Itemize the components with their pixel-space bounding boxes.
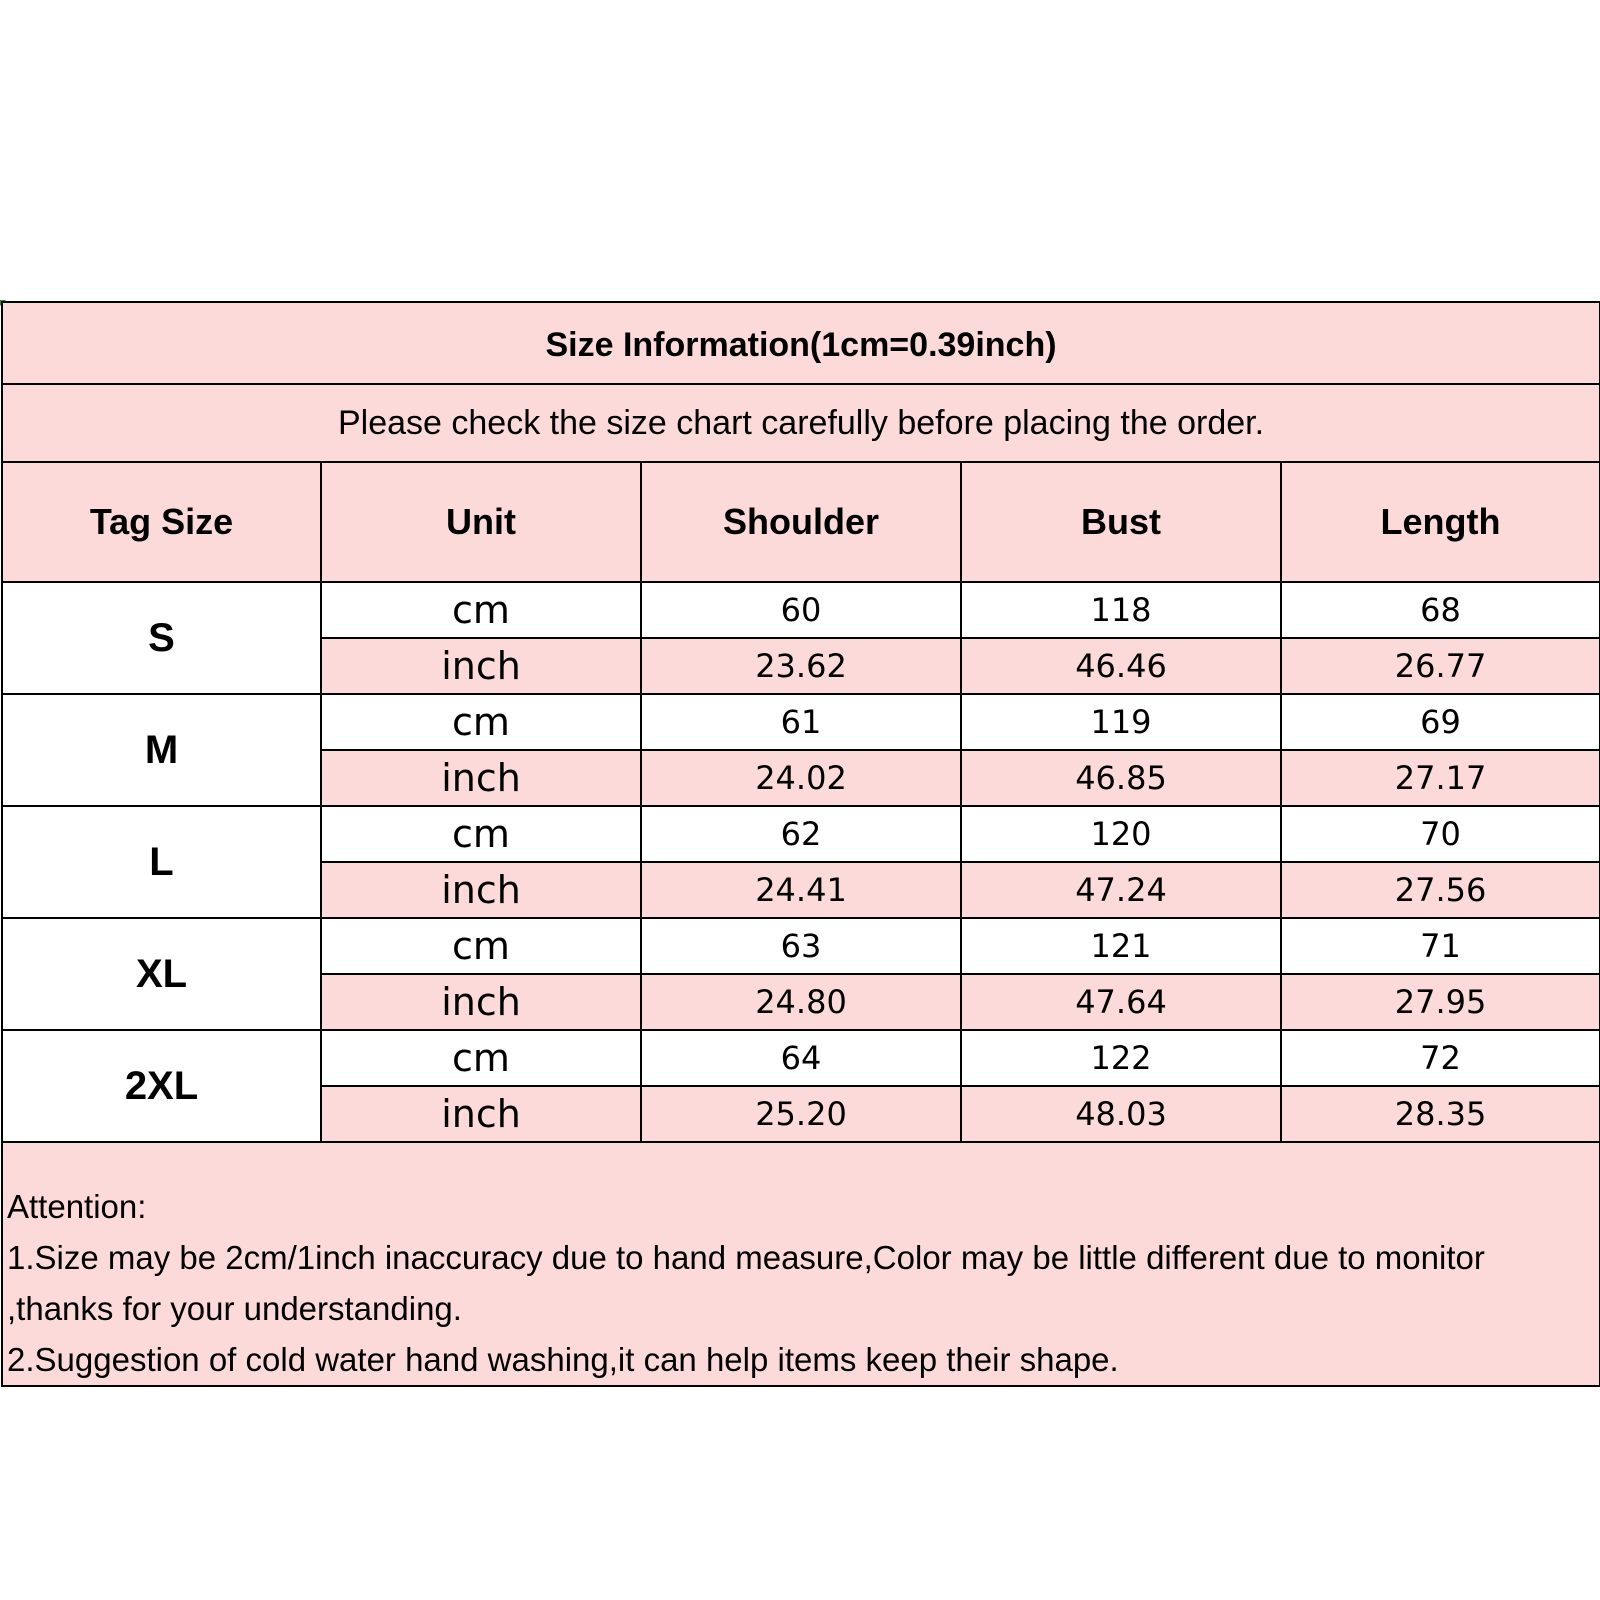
header-shoulder: Shoulder	[641, 462, 961, 582]
bust-cm: 122	[961, 1030, 1281, 1086]
chart-title: Size Information(1cm=0.39inch)	[2, 302, 1600, 384]
bust-inch: 47.24	[961, 862, 1281, 918]
shoulder-inch: 25.20	[641, 1086, 961, 1142]
table-row	[2, 806, 1600, 862]
shoulder-cm: 64	[641, 1030, 961, 1086]
size-table	[1, 301, 1600, 1387]
shoulder-cm: 60	[641, 582, 961, 638]
size-label-xl: XL	[2, 918, 321, 1030]
attention-heading: Attention:	[7, 1188, 147, 1225]
length-cm: 70	[1281, 806, 1600, 862]
size-chart	[1, 301, 1599, 1387]
unit-cm: cm	[321, 918, 641, 974]
length-inch: 27.17	[1281, 750, 1600, 806]
length-cm: 68	[1281, 582, 1600, 638]
shoulder-inch: 24.80	[641, 974, 961, 1030]
unit-inch: inch	[321, 974, 641, 1030]
bust-inch: 47.64	[961, 974, 1281, 1030]
length-inch: 26.77	[1281, 638, 1600, 694]
table-row	[2, 918, 1600, 974]
unit-cm: cm	[321, 694, 641, 750]
length-inch: 27.95	[1281, 974, 1600, 1030]
note-line: 1.Size may be 2cm/1inch inaccuracy due to hand measure,Color may be little different due to monitor	[7, 1239, 1485, 1276]
shoulder-inch: 23.62	[641, 638, 961, 694]
shoulder-cm: 63	[641, 918, 961, 974]
unit-inch: inch	[321, 750, 641, 806]
length-cm: 72	[1281, 1030, 1600, 1086]
bust-cm: 121	[961, 918, 1281, 974]
size-label-m: M	[2, 694, 321, 806]
table-row	[2, 694, 1600, 750]
header-tag-size: Tag Size	[2, 462, 321, 582]
length-cm: 69	[1281, 694, 1600, 750]
bust-inch: 48.03	[961, 1086, 1281, 1142]
note-line: ,thanks for your understanding.	[7, 1290, 462, 1327]
shoulder-inch: 24.41	[641, 862, 961, 918]
bust-cm: 120	[961, 806, 1281, 862]
header-length: Length	[1281, 462, 1600, 582]
header-bust: Bust	[961, 462, 1281, 582]
bust-cm: 118	[961, 582, 1281, 638]
table-row	[2, 582, 1600, 638]
unit-inch: inch	[321, 862, 641, 918]
chart-subtitle: Please check the size chart carefully before placing the order.	[2, 384, 1600, 462]
size-label-l: L	[2, 806, 321, 918]
table-row	[2, 1030, 1600, 1086]
attention-notes	[2, 1142, 1600, 1386]
size-label-2xl: 2XL	[2, 1030, 321, 1142]
unit-cm: cm	[321, 1030, 641, 1086]
header-unit: Unit	[321, 462, 641, 582]
unit-inch: inch	[321, 638, 641, 694]
bust-inch: 46.85	[961, 750, 1281, 806]
shoulder-cm: 62	[641, 806, 961, 862]
size-label-s: S	[2, 582, 321, 694]
note-line: 2.Suggestion of cold water hand washing,it can help items keep their shape.	[7, 1341, 1119, 1378]
shoulder-cm: 61	[641, 694, 961, 750]
unit-inch: inch	[321, 1086, 641, 1142]
unit-cm: cm	[321, 806, 641, 862]
bust-cm: 119	[961, 694, 1281, 750]
length-inch: 27.56	[1281, 862, 1600, 918]
bust-inch: 46.46	[961, 638, 1281, 694]
length-inch: 28.35	[1281, 1086, 1600, 1142]
length-cm: 71	[1281, 918, 1600, 974]
shoulder-inch: 24.02	[641, 750, 961, 806]
unit-cm: cm	[321, 582, 641, 638]
